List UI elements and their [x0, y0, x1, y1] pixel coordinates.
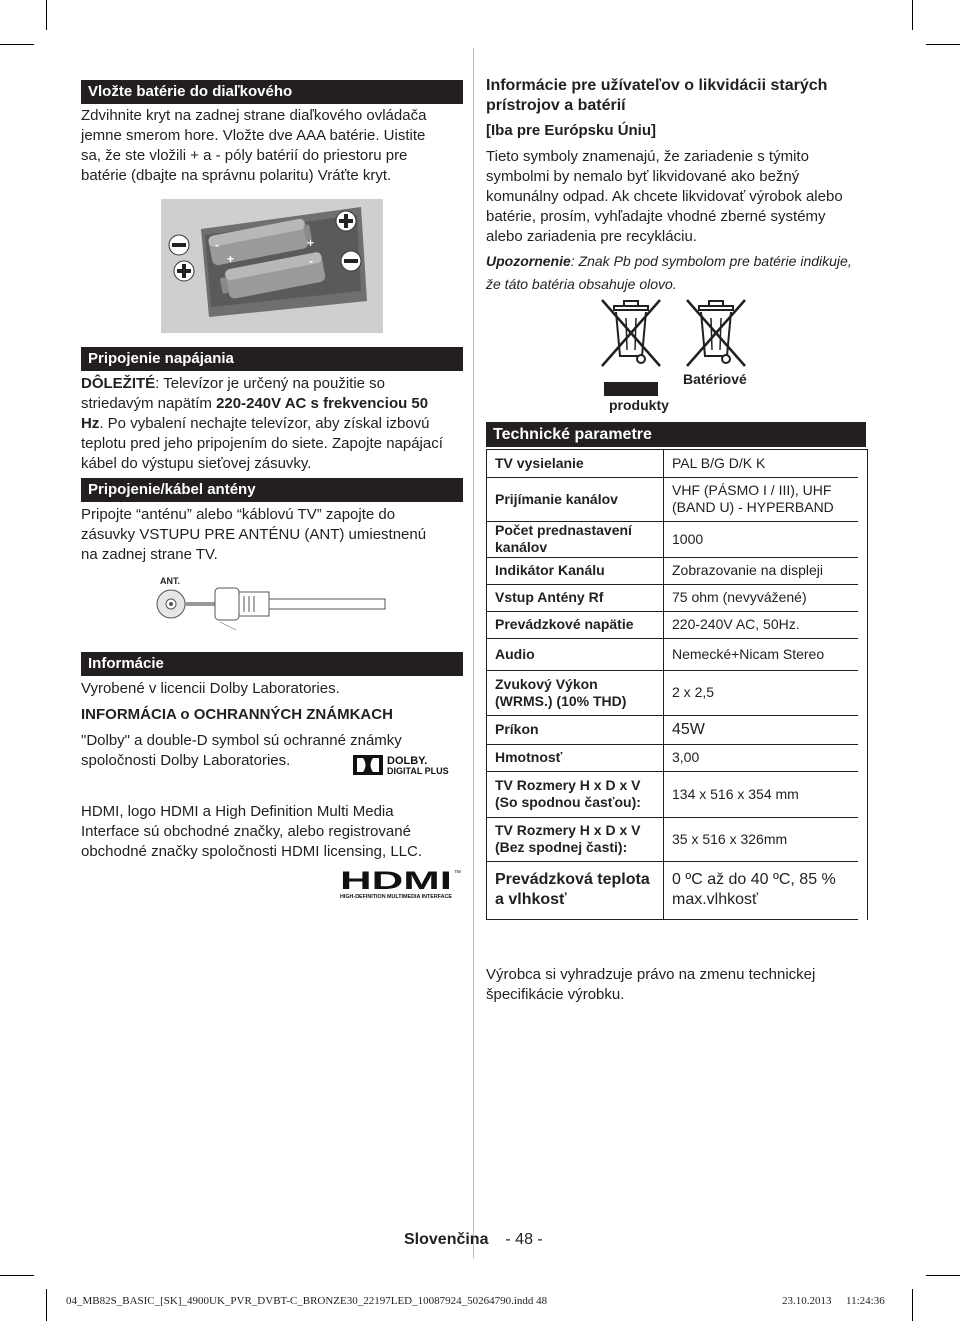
footer-time: 11:24:36 — [846, 1295, 885, 1307]
battery-compartment-image — [161, 199, 383, 333]
spec-key: Príkon — [487, 715, 664, 744]
spec-value: 3,00 — [664, 744, 859, 771]
disposal-subheading: [Iba pre Európsku Úniu] — [486, 122, 657, 139]
battery-illustration — [161, 199, 383, 333]
crop-mark — [46, 1289, 47, 1321]
batteries-heading: Vložte batérie do diaľkového — [81, 80, 463, 104]
spec-row — [487, 771, 858, 817]
spec-value: 45W — [664, 715, 859, 744]
spec-key: Prijímanie kanálov — [487, 477, 664, 521]
spec-row — [487, 638, 858, 670]
spec-row — [487, 715, 858, 744]
dolby-logo-sub: DIGITAL PLUS — [387, 766, 449, 776]
spec-key: Počet prednastavení kanálov — [487, 521, 664, 557]
footer-page-number: - 48 - — [505, 1231, 543, 1248]
trademark-heading: INFORMÁCIA o OCHRANNÝCH ZNÁMKACH — [81, 706, 393, 723]
spec-value: PAL B/G D/K K — [664, 450, 859, 477]
spec-key: Audio — [487, 638, 664, 670]
power-line: striedavým napätím — [81, 395, 217, 412]
footer-file-name: 04_MB82S_BASIC_[SK]_4900UK_PVR_DVBT-C_BRONZE30_22197LED_10087924_50264790.indd 48 — [66, 1295, 548, 1307]
spec-value: 0 ºC až do 40 ºC, 85 % max.vlhkosť — [664, 861, 859, 919]
spec-key: TV Rozmery H x D x V (Bez spodnej časti): — [487, 817, 664, 861]
crop-mark — [912, 0, 913, 30]
antenna-text: Pripojte “anténu” alebo “káblovú TV” zapojte do zásuvky VSTUPU PRE ANTÉNU (ANT) umiestnenú na zadnej strane TV. — [81, 506, 427, 563]
specs-table — [487, 450, 858, 920]
warning-label: Upozornenie — [486, 253, 571, 269]
dolby-logo-word: DOLBY. — [387, 755, 428, 767]
dolby-logo — [353, 752, 465, 778]
spec-row — [487, 744, 858, 771]
spec-row — [487, 861, 858, 919]
hdmi-logo — [338, 867, 463, 901]
ant-label: ANT. — [160, 576, 180, 586]
antenna-cable-illustration — [150, 572, 390, 632]
disposal-warning — [486, 250, 866, 296]
warning-line: že táto batéria obsahuje olovo. — [486, 276, 677, 292]
crop-mark — [46, 0, 47, 30]
hdmi-tm: ™ — [454, 870, 461, 877]
spec-row — [487, 557, 858, 584]
products-symbol-label: produkty — [609, 397, 669, 413]
spec-row — [487, 584, 858, 611]
crop-mark — [912, 1289, 913, 1321]
spec-key: Hmotnosť — [487, 744, 664, 771]
spec-key: Zvukový Výkon (WRMS.) (10% THD) — [487, 670, 664, 715]
crop-mark — [926, 1275, 960, 1276]
spec-value: 75 ohm (nevyvážené) — [664, 584, 859, 611]
power-heading: Pripojenie napájania — [81, 347, 463, 371]
warning-line: : Znak Pb pod symbolom pre batérie indikuje, — [570, 253, 852, 269]
spec-key: Prevádzková teplota a vlhkosť — [487, 861, 664, 919]
battery-minus-mark: - — [215, 238, 219, 252]
crossed-bin-icon — [596, 296, 666, 400]
spec-key: Indikátor Kanálu — [487, 557, 664, 584]
spec-value: Zobrazovanie na displeji — [664, 557, 859, 584]
specs-note: Výrobca si vyhradzuje právo na zmenu technickej špecifikácie výrobku. — [486, 966, 816, 1003]
antenna-heading: Pripojenie/kábel antény — [81, 478, 463, 502]
crop-mark — [0, 44, 34, 45]
spec-row — [487, 521, 858, 557]
column-divider — [473, 48, 474, 1258]
footer-language: Slovenčina — [404, 1231, 489, 1248]
power-line: . Po vybalení nechajte televízor, aby získal izbovú — [99, 415, 430, 432]
battery-plus-mark: + — [307, 236, 315, 250]
spec-key: TV Rozmery H x D x V (So spodnou časťou): — [487, 771, 664, 817]
hdmi-logo-word: HDMI — [340, 867, 452, 895]
battery-minus-mark: - — [309, 254, 313, 268]
hdmi-logo-sub: HIGH-DEFINITION MULTIMEDIA INTERFACE — [340, 894, 453, 900]
battery-plus-mark: + — [227, 252, 235, 266]
important-label: DÔLEŽITÉ — [81, 375, 156, 392]
licence-text: Vyrobené v licencii Dolby Laboratories. — [81, 680, 340, 697]
dolby-text: "Dolby" a double-D symbol sú ochranné známky spoločnosti Dolby Laboratories. — [81, 732, 402, 769]
crop-mark — [0, 1275, 34, 1276]
spec-row — [487, 670, 858, 715]
disposal-text: Tieto symboly znamenajú, že zariadenie s týmito symbolmi by nemalo byť likvidované ako bežný komunálny odpad. Ak chcete likvidovať výrobok alebo batérie, prosím, vyhľadajte vhodné zberné systémy alebo zariadenia pre recykláciu. — [486, 148, 843, 245]
weee-products-symbol — [596, 296, 666, 400]
specs-table-wrapper — [486, 449, 868, 920]
crossed-bin-icon — [681, 296, 751, 376]
specs-heading: Technické parametre — [486, 422, 866, 447]
weee-batteries-symbol — [681, 296, 751, 376]
power-line: : Televízor je určený na použitie so — [155, 375, 386, 392]
hdmi-text: HDMI, logo HDMI a High Definition Multi Media Interface sú obchodné značky, alebo registrované obchodné značky spoločnosti HDMI licensing, LLC. — [81, 803, 423, 860]
disposal-heading: Informácie pre užívateľov o likvidácii starých prístrojov a batérií — [486, 77, 828, 114]
spec-value: VHF (PÁSMO I / III), UHF (BAND U) - HYPERBAND — [664, 477, 859, 521]
spec-row — [487, 817, 858, 861]
spec-key: TV vysielanie — [487, 450, 664, 477]
spec-row — [487, 611, 858, 638]
spec-key: Vstup Antény Rf — [487, 584, 664, 611]
info-heading: Informácie — [81, 652, 463, 676]
power-line: teplotu pred jeho pripojením do siete. Zapojte napájací — [81, 435, 443, 452]
page-footer — [404, 1231, 543, 1249]
batteries-text: Zdvihnite kryt na zadnej strane diaľkového ovládača jemne smerom hore. Vložte dve AAA batérie. Uistite sa, že ste vložili + a - póly batérií do priestoru pre batérie (dbajte na správnu polaritu) Vráťte kryt. — [81, 107, 427, 184]
spec-value: 35 x 516 x 326mm — [664, 817, 859, 861]
spec-value: 1000 — [664, 521, 859, 557]
power-text — [81, 374, 463, 474]
spec-value: 2 x 2,5 — [664, 670, 859, 715]
spec-row — [487, 477, 858, 521]
spec-row — [487, 450, 858, 477]
power-frequency: Hz — [81, 415, 100, 432]
spec-key: Prevádzkové napätie — [487, 611, 664, 638]
power-voltage: 220-240V AC s frekvenciou 50 — [216, 395, 429, 412]
power-line: kábel do výstupu sieťovej zásuvky. — [81, 455, 312, 472]
crop-mark — [926, 44, 960, 45]
spec-value: 134 x 516 x 354 mm — [664, 771, 859, 817]
batteries-symbol-label: Batériové — [683, 371, 747, 387]
spec-value: Nemecké+Nicam Stereo — [664, 638, 859, 670]
footer-date: 23.10.2013 — [782, 1295, 832, 1307]
spec-value: 220-240V AC, 50Hz. — [664, 611, 859, 638]
